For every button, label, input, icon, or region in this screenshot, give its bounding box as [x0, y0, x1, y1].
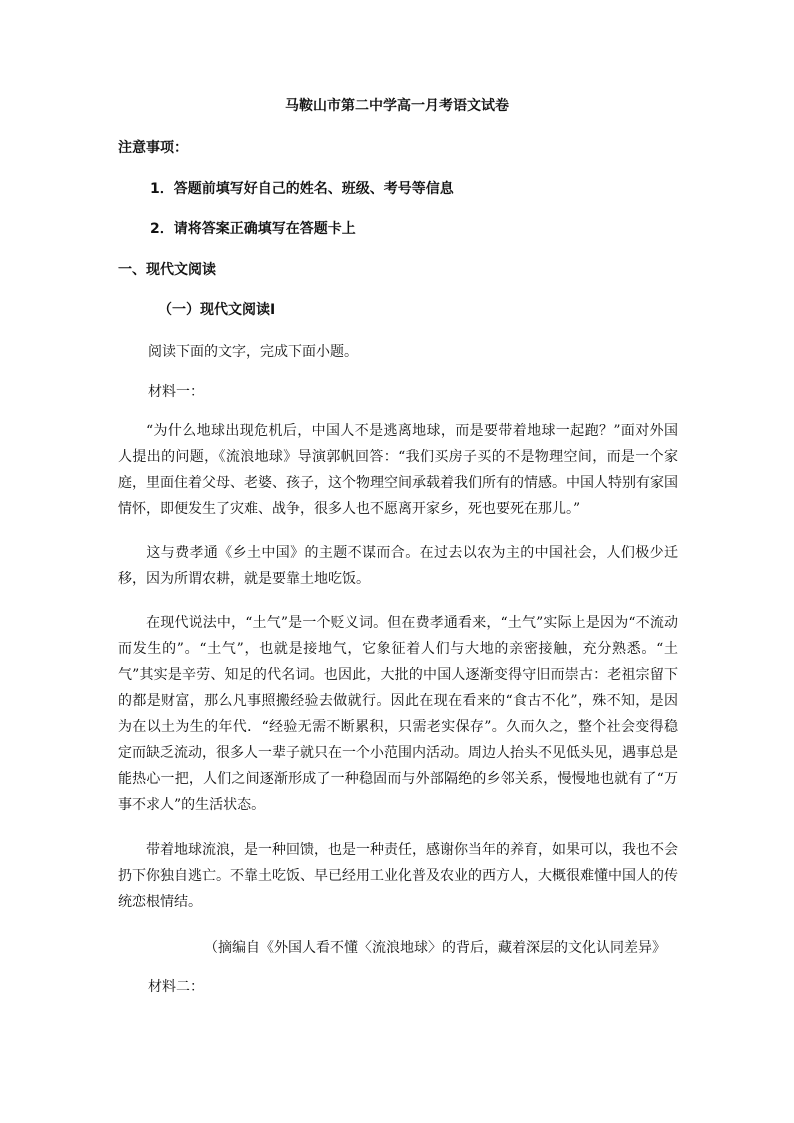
paragraph-2 — [118, 540, 678, 592]
material-2-label: 材料二： — [148, 979, 204, 995]
source-citation: （摘编自《外国人看不懂〈流浪地球〉的背后，藏着深层的文化认同差异》 — [204, 940, 666, 956]
section-heading: 一、现代文阅读 — [118, 262, 216, 278]
notice-item-1: 1．答题前填写好自己的姓名、班级、考号等信息 — [150, 181, 454, 197]
paragraph-1-text: “为什么地球出现危机后，中国人不是逃离地球，而是要带着地球一起跑？”面对外国人提出的问题，《流浪地球》导演郭帆回答：“我们买房子买的不是物理空间，而是一个家庭，里面住着父母、老婆、孩子，这个物理空间承载着我们所有的情感。中国人特别有家国情怀，即便发生了灾难、战争，很多人也不愿离开家乡，死也要死在那儿。” — [118, 423, 678, 517]
paragraph-2-text: 这与费孝通《乡土中国》的主题不谋而合。在过去以农为主的中国社会，人们极少迁移，因为所谓农耕，就是要靠土地吃饭。 — [118, 545, 678, 587]
paragraph-4 — [118, 837, 678, 915]
subsection-heading: （一）现代文阅读Ⅰ — [158, 302, 276, 318]
reading-instruction: 阅读下面的文字，完成下面小题。 — [148, 344, 358, 360]
paragraph-1 — [118, 418, 678, 522]
exam-title: 马鞍山市第二中学高一月考语文试卷 — [285, 98, 509, 114]
paragraph-4-text: 带着地球流浪，是一种回馈，也是一种责任，感谢你当年的养育，如果可以，我也不会扔下你独自逃亡。不靠土吃饭、早已经用工业化普及农业的西方人，大概很难懂中国人的传统恋根情结。 — [118, 842, 678, 910]
material-1-label: 材料一： — [148, 384, 204, 400]
paragraph-3-text: 在现代说法中，“土气”是一个贬义词。但在费孝通看来，“土气”实际上是因为“不流动而发生的”。“土气”，也就是接地气，它象征着人们与大地的亲密接触，充分熟悉。“土气”其实是辛劳、知足的代名词。也因此，大批的中国人逐渐变得守旧而崇古：老祖宗留下的都是财富，那么凡事照搬经验去做就行。因此在现在看来的“食古不化”，殊不知，是因为在以土为生的年代．“经验无需不断累积，只需老实保存”。久而久之，整个社会变得稳定而缺乏流动，很多人一辈子就只在一个小范围内活动。周边人抬头不见低头见，遇事总是能热心一把，人们之间逐渐形成了一种稳固而与外部隔绝的乡邻关系，慢慢地也就有了“万事不求人”的生活状态。 — [118, 615, 678, 813]
paragraph-3 — [118, 610, 678, 818]
notice-item-2: 2．请将答案正确填写在答题卡上 — [150, 221, 356, 237]
notice-heading: 注意事项： — [118, 140, 188, 156]
